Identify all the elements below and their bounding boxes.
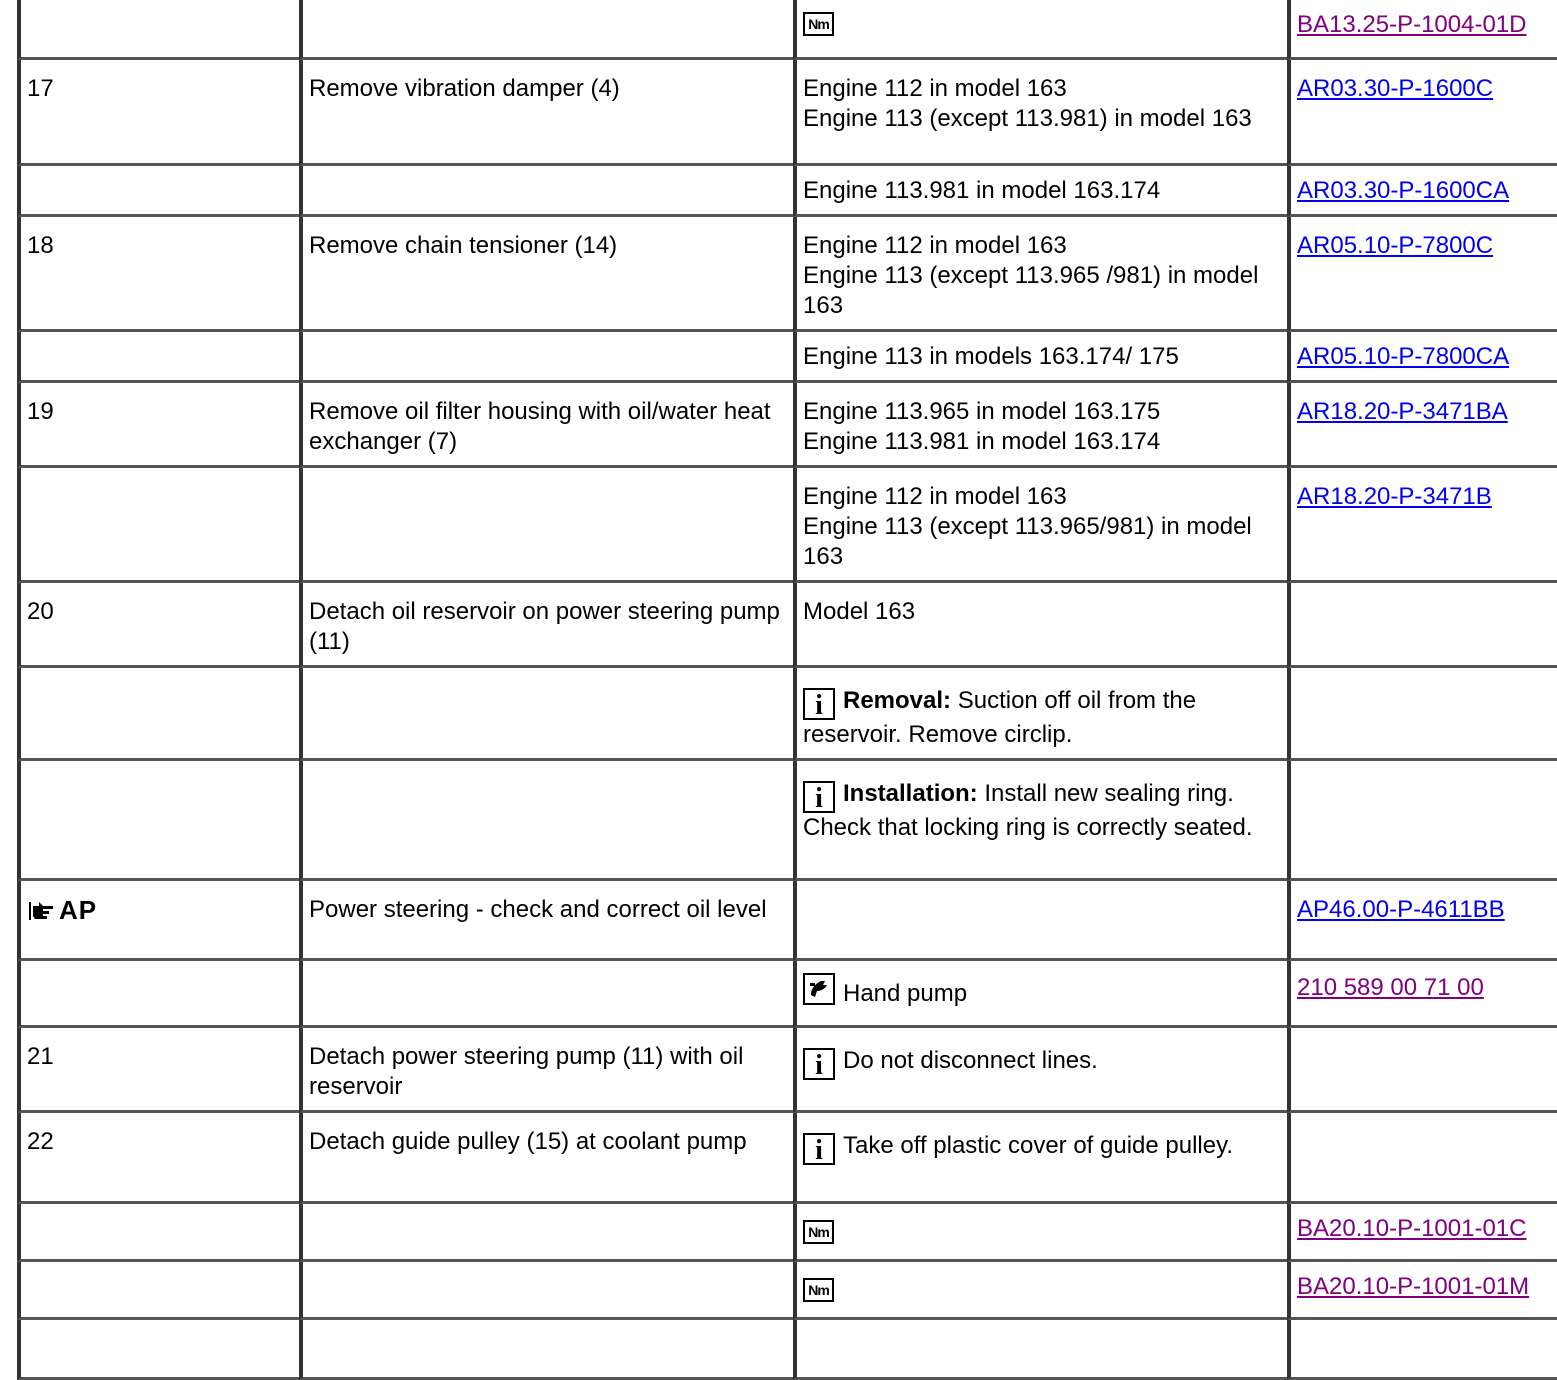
condition-cell: [793, 468, 1287, 583]
step-cell: 18: [17, 217, 299, 332]
condition-cell: [793, 1028, 1287, 1113]
table-row: [17, 1262, 1557, 1320]
table-row: [17, 583, 1557, 668]
procedure-table: [17, 0, 1557, 1380]
table-row: [17, 1204, 1557, 1262]
ap-label: AP: [59, 895, 98, 925]
condition-cell: [793, 1113, 1287, 1204]
reference-cell: [1287, 961, 1557, 1028]
step-cell: 19: [17, 383, 299, 468]
action-cell: [299, 761, 793, 881]
condition-cell: [793, 217, 1287, 332]
table-row: [17, 332, 1557, 383]
reference-cell: [1287, 761, 1557, 881]
table-row: [17, 60, 1557, 166]
condition-line: Engine 113 (except 113.965/981) in model 163: [803, 513, 1252, 570]
reference-cell: [1287, 468, 1557, 583]
reference-link[interactable]: AR03.30-P-1600C: [1297, 75, 1494, 102]
torque-nm-icon: Nm: [803, 1220, 834, 1244]
table-row: [17, 468, 1557, 583]
condition-cell: [793, 166, 1287, 217]
reference-cell: [1287, 1320, 1557, 1380]
step-cell: [17, 1320, 299, 1380]
info-label: Removal:: [843, 687, 952, 714]
condition-cell: [793, 668, 1287, 761]
step-cell: [17, 166, 299, 217]
step-cell: [17, 0, 299, 60]
info-text: Do not disconnect lines.: [843, 1047, 1098, 1074]
condition-cell: [793, 383, 1287, 468]
action-cell: Detach guide pulley (15) at coolant pump: [299, 1113, 793, 1204]
table-row: [17, 961, 1557, 1028]
condition-line: Engine 113.965 in model 163.175: [803, 398, 1161, 425]
table-row: [17, 1028, 1557, 1113]
reference-cell: [1287, 166, 1557, 217]
action-cell: [299, 1204, 793, 1262]
torque-nm-icon: Nm: [803, 1278, 834, 1302]
ap-marker: [27, 895, 97, 925]
step-cell: 22: [17, 1113, 299, 1204]
condition-cell: [793, 1262, 1287, 1320]
reference-cell: [1287, 217, 1557, 332]
action-cell: [299, 332, 793, 383]
reference-cell: [1287, 881, 1557, 961]
reference-link[interactable]: 210 589 00 71 00: [1297, 974, 1484, 1001]
condition-cell: [793, 961, 1287, 1028]
action-cell: Power steering - check and correct oil level: [299, 881, 793, 961]
table-row: [17, 1320, 1557, 1380]
table-row: [17, 668, 1557, 761]
condition-cell: [793, 761, 1287, 881]
condition-line: Engine 113 (except 113.965 /981) in model 163: [803, 262, 1259, 319]
table-row: [17, 761, 1557, 881]
condition-cell: [793, 0, 1287, 60]
info-icon: i: [803, 1133, 835, 1165]
pointing-hand-icon: [27, 900, 57, 922]
table-row: [17, 0, 1557, 60]
tool-text: Hand pump: [843, 980, 968, 1007]
reference-cell: [1287, 1113, 1557, 1204]
condition-cell: [793, 881, 1287, 961]
condition-cell: [793, 60, 1287, 166]
reference-link[interactable]: BA20.10-P-1001-01M: [1297, 1273, 1530, 1300]
reference-cell: [1287, 668, 1557, 761]
action-cell: [299, 166, 793, 217]
reference-link[interactable]: AR05.10-P-7800C: [1297, 232, 1494, 259]
condition-line: Model 163: [803, 598, 916, 625]
action-cell: [299, 0, 793, 60]
reference-link[interactable]: AP46.00-P-4611BB: [1297, 896, 1505, 923]
action-cell: Detach power steering pump (11) with oil reservoir: [299, 1028, 793, 1113]
condition-line: Engine 113.981 in model 163.174: [803, 177, 1161, 204]
info-text: Install new sealing ring. Check that locking ring is correctly seated.: [803, 780, 1253, 841]
reference-link[interactable]: AR18.20-P-3471BA: [1297, 398, 1508, 425]
step-cell: [17, 668, 299, 761]
step-cell: 17: [17, 60, 299, 166]
condition-cell: [793, 1204, 1287, 1262]
info-text: Take off plastic cover of guide pulley.: [843, 1132, 1233, 1159]
action-cell: [299, 668, 793, 761]
condition-cell: [793, 332, 1287, 383]
reference-cell: [1287, 0, 1557, 60]
table-row: [17, 881, 1557, 961]
step-cell: [17, 468, 299, 583]
step-cell: [17, 1262, 299, 1320]
action-cell: [299, 961, 793, 1028]
action-cell: Remove vibration damper (4): [299, 60, 793, 166]
step-cell: [17, 332, 299, 383]
action-cell: Remove oil filter housing with oil/water heat exchanger (7): [299, 383, 793, 468]
reference-link[interactable]: AR18.20-P-3471B: [1297, 483, 1492, 510]
condition-line: Engine 113.981 in model 163.174: [803, 428, 1161, 455]
reference-link[interactable]: AR05.10-P-7800CA: [1297, 343, 1510, 370]
condition-line: Engine 112 in model 163: [803, 232, 1067, 259]
reference-cell: [1287, 1028, 1557, 1113]
action-cell: [299, 1262, 793, 1320]
action-cell: Remove chain tensioner (14): [299, 217, 793, 332]
step-cell: [17, 881, 299, 961]
condition-cell: [793, 1320, 1287, 1380]
table-row: [17, 383, 1557, 468]
action-cell: [299, 468, 793, 583]
reference-cell: [1287, 1204, 1557, 1262]
step-cell: 20: [17, 583, 299, 668]
table-row: [17, 1113, 1557, 1204]
reference-cell: [1287, 583, 1557, 668]
reference-link[interactable]: BA13.25-P-1004-01D: [1297, 11, 1527, 38]
condition-line: Engine 112 in model 163: [803, 75, 1067, 102]
table-row: [17, 217, 1557, 332]
condition-line: Engine 113 in models 163.174/ 175: [803, 343, 1179, 370]
reference-link[interactable]: AR03.30-P-1600CA: [1297, 177, 1510, 204]
reference-cell: [1287, 383, 1557, 468]
reference-cell: [1287, 60, 1557, 166]
action-cell: [299, 1320, 793, 1380]
step-cell: [17, 961, 299, 1028]
table-row: [17, 166, 1557, 217]
condition-cell: [793, 583, 1287, 668]
info-icon: i: [803, 688, 835, 720]
reference-cell: [1287, 332, 1557, 383]
step-cell: [17, 761, 299, 881]
info-icon: i: [803, 781, 835, 813]
torque-nm-icon: Nm: [803, 12, 834, 36]
reference-link[interactable]: BA20.10-P-1001-01C: [1297, 1215, 1527, 1242]
condition-line: Engine 112 in model 163: [803, 483, 1067, 510]
action-cell: Detach oil reservoir on power steering pump (11): [299, 583, 793, 668]
wrench-icon: [803, 973, 835, 1005]
step-cell: [17, 1204, 299, 1262]
info-label: Installation:: [843, 780, 978, 807]
reference-cell: [1287, 1262, 1557, 1320]
info-text: Suction off oil from the reservoir. Remove circlip.: [803, 687, 1197, 748]
info-icon: i: [803, 1048, 835, 1080]
step-cell: 21: [17, 1028, 299, 1113]
condition-line: Engine 113 (except 113.981) in model 163: [803, 105, 1252, 132]
